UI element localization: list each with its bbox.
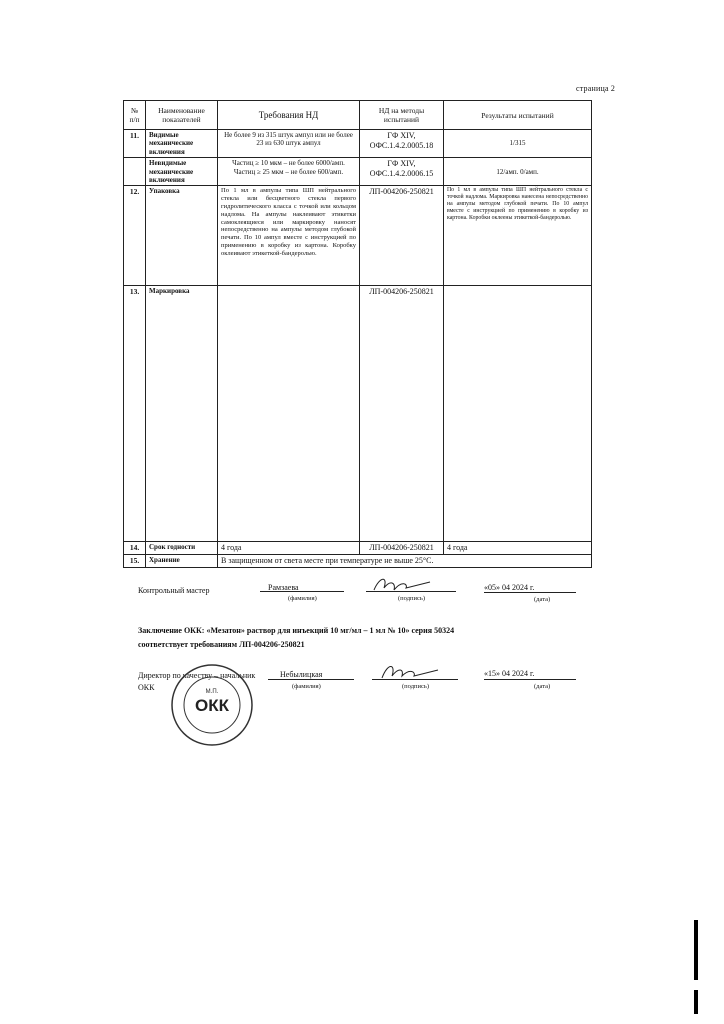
- row-requirement: 4 года: [218, 542, 360, 555]
- controller-surname-caption: (фамилия): [288, 595, 317, 602]
- row-num: [124, 158, 146, 186]
- controller-date-caption: (дата): [534, 596, 551, 603]
- row-requirement: [218, 286, 360, 542]
- row-num: 14.: [124, 542, 146, 555]
- director-signature-caption: (подпись): [402, 683, 429, 690]
- spec-table: [123, 100, 592, 568]
- row-result: 4 года: [444, 542, 592, 555]
- table-header-row: [124, 101, 592, 130]
- row-method: ГФ XIV, ОФС.1.4.2.0006.15: [360, 158, 444, 186]
- conclusion-line-2: соответствует требованиям ЛП-004206-250821: [138, 640, 305, 649]
- row-requirement: По 1 мл в ампулы типа ШП нейтрального стекла или бесцветного стекла первого гидролитического класса с точкой или кольцом надлома. На ампулы наклеивают этикетки самоклеящиеся или маркировку наносят непосредственно на ампулы методом глубокой печати. По 10 ампул вместе с инструкцией по применению в коробку из картона. Коробку оклеивают этикеткой-бандеролью.: [218, 186, 360, 286]
- row-result: 12/амп. 0/амп.: [444, 158, 592, 186]
- controller-signature-icon: [370, 574, 440, 596]
- controller-signature-caption: (подпись): [398, 595, 425, 602]
- round-seal-icon: [170, 663, 254, 747]
- stamp-center-text: ОКК: [195, 696, 229, 715]
- controller-date-line: [484, 592, 576, 593]
- row-storage-text: В защищенном от света месте при температуре не выше 25°С.: [218, 554, 592, 567]
- row-num: 13.: [124, 286, 146, 542]
- director-surname-line: [268, 679, 354, 680]
- controller-signature-line: [366, 591, 456, 592]
- table-row: [124, 286, 592, 542]
- row-name: Хранение: [146, 554, 218, 567]
- row-method: ГФ XIV, ОФС.1.4.2.0005.18: [360, 130, 444, 158]
- director-date-line: [484, 679, 576, 680]
- header-num: № п/п: [124, 101, 146, 130]
- row-requirement: Не более 9 из 315 штук ампул или не более 23 из 630 штук ампул: [218, 130, 360, 158]
- row-result: По 1 мл в ампулы типа ШП нейтрального стекла с точкой надлома. Маркировка нанесена непосредственно на ампулы методом глубокой печати. По 10 ампул вместе с инструкцией по применению в коробку из картона. Коробки оклеены этикеткой-бандеролью.: [444, 186, 592, 286]
- okk-stamp: [170, 663, 254, 747]
- controller-surname: Рамзаева: [268, 583, 299, 592]
- table-row: [124, 130, 592, 158]
- scan-edge-mark: [694, 920, 698, 980]
- director-date: «15» 04 2024 г.: [484, 669, 535, 678]
- row-method: ЛП-004206-250821: [360, 186, 444, 286]
- row-result: 1/315: [444, 130, 592, 158]
- row-name: Видимые механические включения: [146, 130, 218, 158]
- header-method: НД на методы испытаний: [360, 101, 444, 130]
- conclusion-line-1: Заключение ОКК: «Мезатон» раствор для инъекций 10 мг/мл – 1 мл № 10» серия 50324: [138, 626, 455, 635]
- stamp-mp-text: М.П.: [205, 689, 219, 695]
- director-surname: Небылицкая: [280, 670, 323, 679]
- header-name: Наименование показателей: [146, 101, 218, 130]
- page-number: страница 2: [576, 84, 616, 93]
- row-name: Упаковка: [146, 186, 218, 286]
- row-num: 15.: [124, 554, 146, 567]
- table-row: [124, 542, 592, 555]
- row-num: 12.: [124, 186, 146, 286]
- director-surname-caption: (фамилия): [292, 683, 321, 690]
- row-name: Невидимые механические включения: [146, 158, 218, 186]
- row-name: Срок годности: [146, 542, 218, 555]
- row-requirement: Частиц ≥ 10 мкм – не более 6000/амп. Частиц ≥ 25 мкм – не более 600/амп.: [218, 158, 360, 186]
- controller-role: Контрольный мастер: [138, 586, 210, 595]
- header-result: Результаты испытаний: [444, 101, 592, 130]
- conclusion-block: [138, 624, 454, 652]
- row-num: 11.: [124, 130, 146, 158]
- header-requirement: Требования НД: [218, 101, 360, 130]
- row-name: Маркировка: [146, 286, 218, 542]
- director-role: Директор по качеству – начальник ОКК: [138, 671, 256, 692]
- director-signature-line: [372, 679, 458, 680]
- row-method: ЛП-004206-250821: [360, 542, 444, 555]
- controller-date: «05» 04 2024 г.: [484, 583, 535, 592]
- table-row: [124, 158, 592, 186]
- table-row: [124, 554, 592, 567]
- scan-edge-mark: [694, 990, 698, 1014]
- director-date-caption: (дата): [534, 683, 551, 690]
- table-row: [124, 186, 592, 286]
- row-result: [444, 286, 592, 542]
- row-method: ЛП-004206-250821: [360, 286, 444, 542]
